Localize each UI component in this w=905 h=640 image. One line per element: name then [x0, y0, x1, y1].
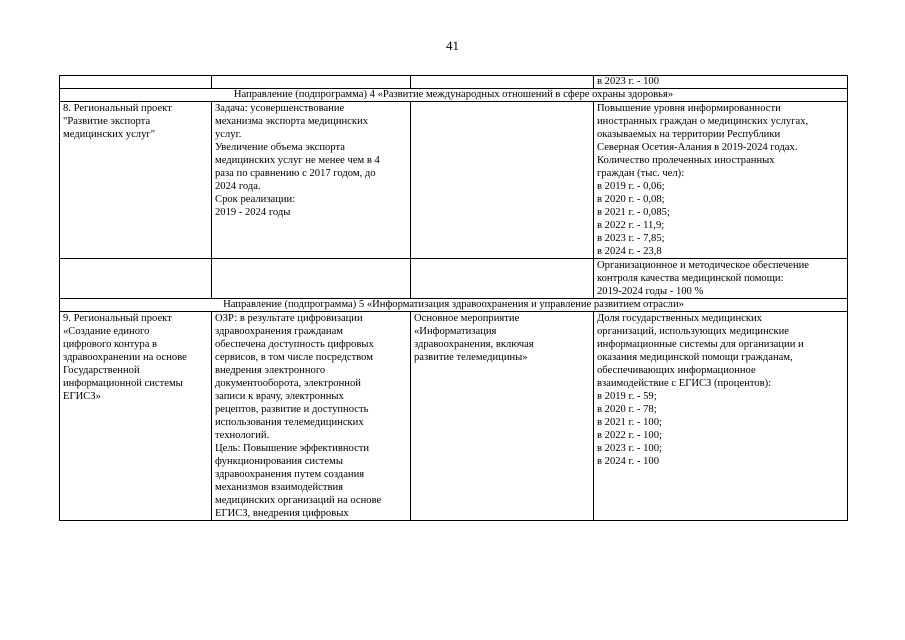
text-line: 2024 года. — [215, 181, 261, 192]
text-line: в 2022 г. - 100; — [597, 430, 662, 441]
table-row — [60, 259, 848, 299]
cell-empty — [212, 76, 411, 89]
event-cell — [411, 312, 594, 521]
table-row — [60, 312, 848, 521]
text-line: Увеличение объема экспорта — [215, 142, 345, 153]
text-line: информационные системы для организации и — [597, 339, 804, 350]
text-line: в 2021 г. - 100; — [597, 417, 662, 428]
text-line: 2019-2024 годы - 100 % — [597, 286, 704, 297]
indicator-lines — [597, 102, 844, 258]
cell-empty — [411, 102, 594, 259]
text-line: рецептов, развитие и доступность — [215, 404, 369, 415]
table-row — [60, 102, 848, 259]
text-line: в 2024 г. - 100 — [597, 456, 659, 467]
text-line: Количество пролеченных иностранных — [597, 155, 775, 166]
text-line: контроля качества медицинской помощи: — [597, 273, 784, 284]
text-line: в 2023 г. - 100; — [597, 443, 662, 454]
text-line: иностранных граждан о медицинских услугах, — [597, 116, 809, 127]
text-line: ОЗР: в результате цифровизации — [215, 313, 363, 324]
text-line: взаимодействие с ЕГИСЗ (процентов): — [597, 378, 772, 389]
text-line: Повышение уровня информированности — [597, 103, 781, 114]
program-table — [59, 75, 848, 521]
text-line: в 2019 г. - 0,06; — [597, 181, 665, 192]
section-header-row — [60, 299, 848, 312]
text-line: сервисов, в том числе посредством — [215, 352, 373, 363]
cell-empty — [411, 259, 594, 299]
text-line: здравоохранении на основе — [63, 352, 187, 363]
text-line: цифрового контура в — [63, 339, 158, 350]
task-cell — [212, 102, 411, 259]
cell-empty — [212, 259, 411, 299]
cell-empty — [411, 76, 594, 89]
text-line: в 2019 г. - 59; — [597, 391, 657, 402]
text-line: записи к врачу, электронных — [215, 391, 344, 402]
text-line: в 2022 г. - 11,9; — [597, 220, 665, 231]
text-line: Цель: Повышение эффективности — [215, 443, 370, 454]
text-line: документооборота, электронной — [215, 378, 361, 389]
text-line: 8. Региональный проект — [63, 103, 172, 114]
text-line: внедрения электронного — [215, 365, 326, 376]
project-cell — [60, 102, 212, 259]
text-line: механизмов взаимодействия — [215, 482, 344, 493]
text-line: в 2023 г. - 7,85; — [597, 233, 665, 244]
task-lines — [215, 312, 407, 520]
text-line: «Создание единого — [63, 326, 150, 337]
text-line: медицинских организаций на основе — [215, 495, 382, 506]
text-line: Основное мероприятие — [414, 313, 520, 324]
text-line: технологий. — [215, 430, 270, 441]
text-line: Задача: усовершенствование — [215, 103, 345, 114]
task-cell — [212, 312, 411, 521]
text-line: обеспечена доступность цифровых — [215, 339, 374, 350]
section-5-header: Направление (подпрограмма) 5 «Информатизация здравоохранения и управление развитием отрасли» — [60, 299, 848, 312]
indicator-cell: в 2023 г. - 100 — [594, 76, 848, 89]
indicator-lines — [597, 259, 844, 298]
text-line: здравоохранения, включая — [414, 339, 534, 350]
task-lines — [215, 102, 407, 219]
cell-empty — [60, 259, 212, 299]
text-line: в 2021 г. - 0,085; — [597, 207, 670, 218]
event-lines — [414, 312, 590, 364]
indicator-cell — [594, 312, 848, 521]
text-line: развитие телемедицины» — [414, 352, 528, 363]
table-row — [60, 76, 848, 89]
text-line: функционирования системы — [215, 456, 343, 467]
text-line: Организационное и методическое обеспечение — [597, 260, 810, 271]
text-line: медицинских услуг не менее чем в 4 — [215, 155, 380, 166]
text-line: Государственной — [63, 365, 140, 376]
text-line: оказания медицинской помощи гражданам, — [597, 352, 793, 363]
project-lines — [63, 102, 208, 141]
text-line: здравоохранения гражданам — [215, 326, 343, 337]
text-line: «Информатизация — [414, 326, 497, 337]
text-line: ЕГИСЗ, внедрения цифровых — [215, 508, 349, 519]
text-line: 2019 - 2024 годы — [215, 207, 291, 218]
text-line: 9. Региональный проект — [63, 313, 172, 324]
project-cell — [60, 312, 212, 521]
project-lines — [63, 312, 208, 403]
section-header-row — [60, 89, 848, 102]
indicator-lines — [597, 312, 844, 468]
text-line: в 2024 г. - 23,8 — [597, 246, 662, 257]
text-line: раза по сравнению с 2017 годом, до — [215, 168, 376, 179]
text-line: здравоохранения путем создания — [215, 469, 365, 480]
text-line: организаций, использующих медицинские — [597, 326, 789, 337]
text-line: Северная Осетия-Алания в 2019-2024 годах. — [597, 142, 798, 153]
indicator-cell — [594, 102, 848, 259]
text-line: механизма экспорта медицинских — [215, 116, 368, 127]
text-line: ЕГИСЗ» — [63, 391, 101, 402]
text-line: Доля государственных медицинских — [597, 313, 762, 324]
text-line: медицинских услуг" — [63, 129, 156, 140]
section-4-header: Направление (подпрограмма) 4 «Развитие международных отношений в сфере охраны здоровья» — [60, 89, 848, 102]
text-line: в 2020 г. - 78; — [597, 404, 657, 415]
indicator-cell — [594, 259, 848, 299]
text-line: "Развитие экспорта — [63, 116, 151, 127]
page-number: 41 — [446, 38, 459, 53]
text-line: оказываемых на территории Республики — [597, 129, 781, 140]
text-line: услуг. — [215, 129, 242, 140]
text-line: обеспечивающих информационное — [597, 365, 756, 376]
text-line: в 2020 г. - 0,08; — [597, 194, 665, 205]
text-line: граждан (тыс. чел): — [597, 168, 685, 179]
text-line: Срок реализации: — [215, 194, 296, 205]
text-line: использования телемедицинских — [215, 417, 364, 428]
text-line: информационной системы — [63, 378, 183, 389]
cell-empty — [60, 76, 212, 89]
